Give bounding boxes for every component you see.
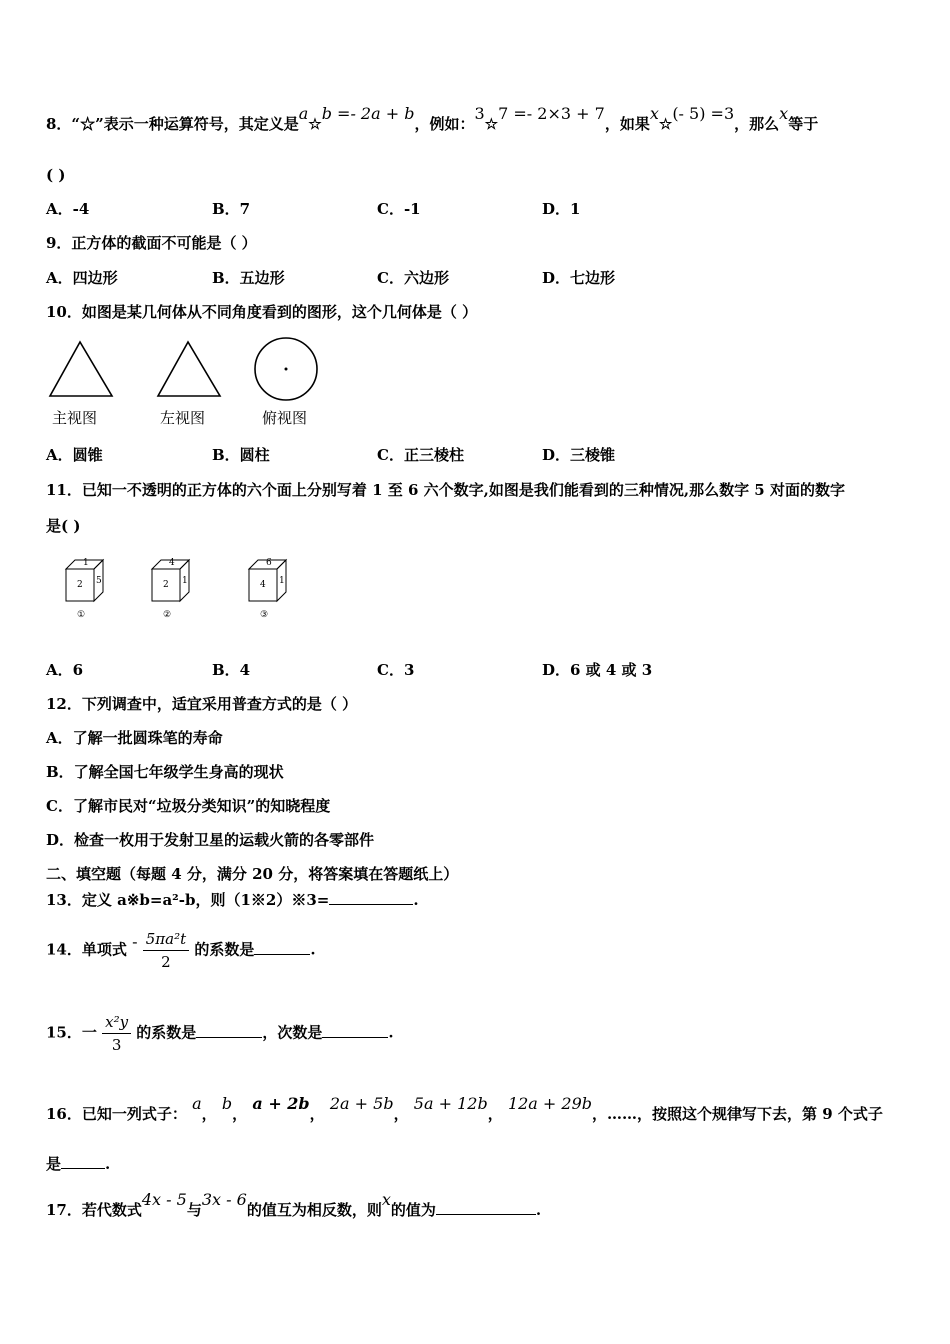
q16-term-2: b <box>221 1094 233 1113</box>
q17-expr-2: 3x - 6 <box>201 1190 247 1209</box>
top-view-label: 俯视图 <box>262 409 308 427</box>
q17-with: 与 <box>186 1201 202 1219</box>
cube-3-label: ③ <box>260 610 269 620</box>
q8-option-b: B．7 <box>212 200 251 218</box>
q17-expr-1: 4x - 5 <box>141 1190 187 1209</box>
front-view-triangle <box>50 342 112 396</box>
q10-option-b: B．圆柱 <box>212 446 270 464</box>
q8-then-x: x <box>779 104 789 123</box>
q8-if-x: x <box>649 104 659 123</box>
q8-option-a: A．-4 <box>46 200 90 218</box>
q16-term-4: 2a + 5b <box>329 1094 394 1113</box>
q16-term-3: a + 2b <box>252 1094 310 1113</box>
cube-1-side: 5 <box>96 576 102 586</box>
q16-line: 16．已知一列式子： a， b， a + 2b， 2a + 5b， 5a + 12b， 12a + 29b，……，按照这个规律写下去，第 9 个式子 <box>46 1094 883 1123</box>
q10-option-d: D．三棱锥 <box>542 446 616 464</box>
q14-suffix: 的系数是 <box>194 940 255 959</box>
q14-fraction <box>143 930 189 971</box>
q8-prefix: 8．“☆”表示一种运算符号，其定义是 <box>46 115 299 133</box>
q17-line <box>46 1190 542 1220</box>
q16-term-1: a <box>192 1094 202 1113</box>
q11-text-2: 是( ) <box>46 517 81 535</box>
q9-option-d: D．七边形 <box>542 269 616 287</box>
q11-cubes-figure <box>60 556 310 626</box>
q12-option-a: A．了解一批圆珠笔的寿命 <box>46 729 223 747</box>
q16-end: . <box>105 1155 111 1173</box>
cubes-drawing <box>60 556 310 626</box>
q12-option-d: D．检查一枚用于发射卫星的运载火箭的各零部件 <box>46 831 375 849</box>
cube-3-top: 6 <box>266 558 272 568</box>
q15-coefficient-blank[interactable] <box>196 1023 262 1038</box>
cube-2-front: 2 <box>163 580 169 590</box>
q8-then-label: ，那么 <box>734 115 780 133</box>
q8-def-rest: b =- 2a + b <box>321 104 415 123</box>
q10-figure <box>44 334 320 430</box>
q15-numerator: x²y <box>102 1013 131 1034</box>
q12-text: 12．下列调查中，适宜采用普查方式的是（ ） <box>46 695 358 713</box>
q11-option-d: D．6 或 4 或 3 <box>542 661 653 679</box>
q8-if-rest: (- 5) =3 <box>672 104 735 123</box>
q15-end: . <box>388 1023 394 1042</box>
q17-suffix: 的值为 <box>390 1201 436 1219</box>
q13-line <box>46 890 419 910</box>
q14-denominator: 2 <box>161 953 171 971</box>
cube-3-side: 1 <box>279 576 285 586</box>
cube-2-top: 4 <box>169 558 175 568</box>
section-2-heading: 二、填空题（每题 4 分，满分 20 分，将答案填在答题纸上） <box>46 865 459 883</box>
q8-option-c: C．-1 <box>377 200 421 218</box>
cube-2-side: 1 <box>182 576 188 586</box>
cube-2-label: ② <box>163 610 172 620</box>
q15-degree-blank[interactable] <box>322 1023 388 1038</box>
q13-text: 13．定义 a※b=a²-b，则（1※2）※3= <box>46 891 330 909</box>
front-view-label: 主视图 <box>52 409 98 427</box>
q16-line2-text: 是 <box>46 1155 62 1173</box>
q11-text: 11．已知一不透明的正方体的六个面上分别写着 1 至 6 六个数字,如图是我们能看到的三种情况,那么数字 5 对面的数字 <box>46 481 845 499</box>
q9-option-b: B．五边形 <box>212 269 285 287</box>
q16-term-6: 12a + 29b <box>507 1094 593 1113</box>
q12-option-c: C．了解市民对“垃圾分类知识”的知晓程度 <box>46 797 331 815</box>
cube-3-front: 4 <box>260 580 266 590</box>
q10-option-c: C．正三棱柱 <box>377 446 464 464</box>
q14-end: . <box>310 940 316 959</box>
cube-1-front: 2 <box>77 580 83 590</box>
q15-prefix: 15．一 <box>46 1023 97 1042</box>
q9-option-a: A．四边形 <box>46 269 118 287</box>
q8-example-label: ，例如： <box>414 115 475 133</box>
q8-option-d: D．1 <box>542 200 581 218</box>
q16-term-5: 5a + 12b <box>413 1094 488 1113</box>
q16-suffix: ，……，按照这个规律写下去，第 9 个式子 <box>592 1105 883 1123</box>
q8-star: ☆ <box>308 115 322 133</box>
q17-mid: 的值互为相反数，则 <box>246 1201 382 1219</box>
cube-1-label: ① <box>77 610 86 620</box>
q15-mid: 的系数是 <box>136 1023 197 1042</box>
q8-paren: ( ) <box>46 166 66 184</box>
cube-1-top: 1 <box>83 558 89 568</box>
q17-x: x <box>381 1190 391 1209</box>
q14-minus: - <box>132 931 138 951</box>
q8-if-label: ，如果 <box>604 115 650 133</box>
q14-answer-blank[interactable] <box>254 940 310 955</box>
q8-star-2: ☆ <box>484 115 499 133</box>
q15-fraction <box>102 1013 131 1054</box>
q9-option-c: C．六边形 <box>377 269 449 287</box>
left-view-label: 左视图 <box>160 409 206 427</box>
q8-star-3: ☆ <box>658 115 673 133</box>
q16-prefix: 16．已知一列式子： <box>46 1105 187 1123</box>
q14-line <box>46 930 316 971</box>
q17-answer-blank[interactable] <box>436 1200 536 1215</box>
q16-answer-blank[interactable] <box>61 1154 105 1169</box>
q15-line <box>46 1013 394 1054</box>
top-view-center-dot <box>285 368 288 371</box>
q11-option-a: A．6 <box>46 661 84 679</box>
left-view-triangle <box>158 342 220 396</box>
q12-option-b: B．了解全国七年级学生身高的现状 <box>46 763 284 781</box>
q11-option-b: B．4 <box>212 661 251 679</box>
q9-text: 9．正方体的截面不可能是（ ） <box>46 234 257 252</box>
q8-ex-rest: 7 =- 2×3 + 7 <box>498 104 605 123</box>
q13-answer-blank[interactable] <box>329 890 413 905</box>
q8-def-a: a <box>298 104 309 123</box>
q16-line-2 <box>46 1154 110 1174</box>
q8-tail: 等于 <box>788 115 819 133</box>
q15-mid-2: ，次数是 <box>262 1023 323 1042</box>
q17-prefix: 17．若代数式 <box>46 1201 142 1219</box>
q13-end: . <box>413 891 419 909</box>
q17-end: . <box>535 1201 542 1219</box>
q8-line <box>46 104 819 134</box>
q8-ex-3: 3 <box>474 104 485 123</box>
q10-option-a: A．圆锥 <box>46 446 103 464</box>
q11-option-c: C．3 <box>377 661 415 679</box>
q15-denominator: 3 <box>111 1036 122 1054</box>
q10-text: 10．如图是某几何体从不同角度看到的图形，这个几何体是（ ） <box>46 303 478 321</box>
q14-numerator: 5πa²t <box>143 930 189 951</box>
q14-prefix: 14．单项式 <box>46 940 127 959</box>
